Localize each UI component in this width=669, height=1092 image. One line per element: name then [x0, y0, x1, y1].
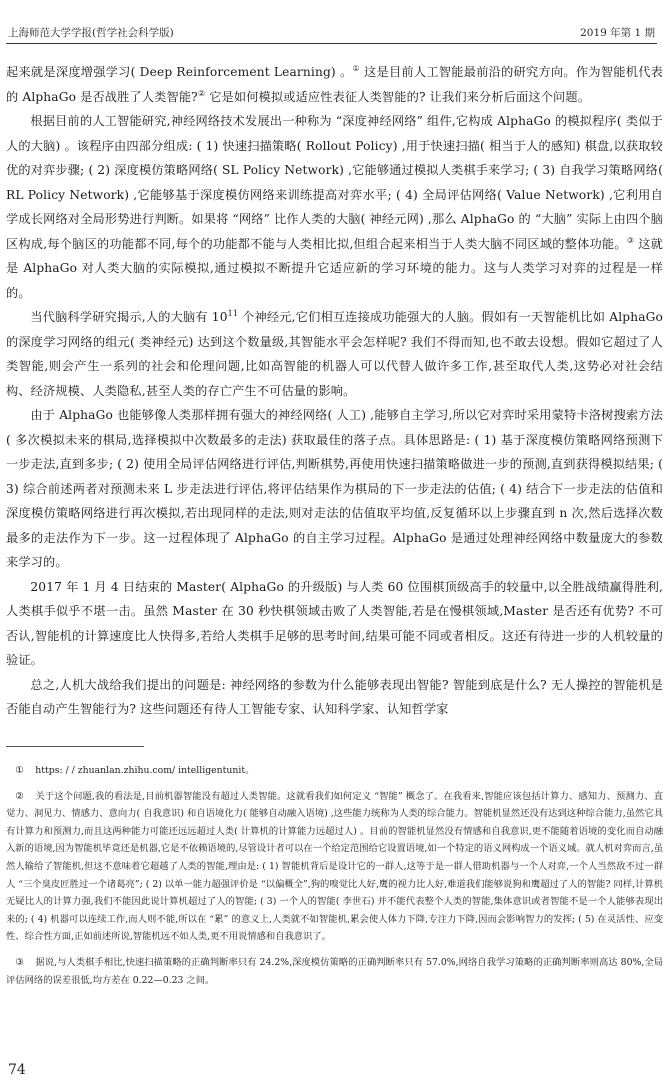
p3-text-a: 当代脑科学研究揭示,人的大脑有 10	[30, 310, 228, 324]
footnote-2-text: 关于这个问题,我的看法是,目前机器智能没有超过人类智能。这就看我们如何定义 “智能” 概念了。在我看来,智能应该包括计算力、感知力、预测力、直觉力、洞见力、情感力、意向力( 自我意识) 和自语境化力( 能够自动融入语境) ,这些能力统称为人类的综合能力。智能机显然还没有达到这种综合能力,虽然它具有计算力和预测力,而且这两种能力可能还远远超过人类( 计算机的计算能力远超过人) 。目前的智能机显然没有情感和自我意识,更不能随着语境的变化而自动融入新的语境,因为智能机毕竟还是机器,它是不依赖语境的,尽管设计者可以在一个给定范围给它设置语境,如一个特定的语义网构成一个语义域。就人机对弈而言,虽然人输给了智能机,但这不意味着它超越了人类的智能,理由是: ( 1) 智能机背后是设计它的一群人,这等于是一群人借助机器与一个人对弈,一个人当然敌不过一群人 “三个臭皮匠胜过一个诸葛亮”; ( 2) 以单一能力超强评价是 “以偏概全”,狗的嗅觉比人好,鹰的视力比人好,难道我们能够说狗和鹰超过了人的智能? 同样,计算机无疑比人的计算力强,我们不能因此说计算机超过了人的智能; ( 3) 一个人的智能( 李世石) 并不能代表整个人类的智能,集体意识或者智能不是一个人能够表现出来的; ( 4) 机器可以连续工作,而人则不能,所以在 “累” 的意义上,人类就不如智能机,累会使人体力下降,专注力下降,因而会影响智力的发挥; ( 5) 在灵活性、应变性、综合性方面,正如前述所说,智能机远不如人类,更不用说情感和自我意识了。	[6, 790, 663, 943]
footnote-ref-2[interactable]: ②	[197, 88, 206, 98]
footnote-3	[6, 954, 663, 989]
paragraph-3	[6, 305, 663, 403]
p3-text-b: 个神经元,它们相互连接成功能强大的人脑。假如有一天智能机比如 AlphaGo 的深度学习网络的组元( 类神经元) 达到这个数量级,其智能水平会怎样呢? 我们不得而知,也不敢去设想。假如它超过了人类智能,则会产生一系列的社会和伦理问题,比如高智能的机器人可以代替人做许多工作,甚至取代人类,这势必对社会结构、经济规模、人类隐私,甚至人类的存亡产生不可估量的影响。	[6, 310, 663, 398]
footnote-1-text: https: / / zhuanlan.zhihu.com/ intelligentunit。	[35, 765, 255, 776]
exponent: 11	[227, 308, 239, 318]
footnote-ref-3[interactable]: ③	[626, 235, 635, 245]
header-rule	[6, 43, 657, 44]
paragraph-5: 2017 年 1 月 4 日结束的 Master( AlphaGo 的升级版) 与人类 60 位围棋顶级高手的较量中,以全胜战绩赢得胜利,人类棋手似乎不堪一击。虽然 Master 在 30 秒快棋领域击败了人类智能,若是在慢棋领域,Master 是否还有优势? 不可否认,智能机的计算速度比人快得多,若给人类棋手足够的思考时间,结果可能不同或者相反。这还有待进一步的人机较量的验证。	[6, 579, 663, 667]
footnote-3-mark: ③	[15, 956, 24, 968]
footnote-2	[6, 788, 663, 946]
footnote-3-text: 据说,与人类棋手相比,快速扫描策略的正确判断率只有 24.2%,深度模仿策略的正确判断率只有 57.0%,网络自我学习策略的正确判断率则高达 80%,全局评估网络的误差很低,均方差在 0.22—0.23 之间。	[6, 956, 663, 986]
paragraph-4: 由于 AlphaGo 也能够像人类那样拥有强大的神经网络( 人工) ,能够自主学习,所以它对弈时采用蒙特卡洛树搜索方法( 多次模拟未来的棋局,选择模拟中次数最多的走法) 获取最佳的落子点。具体思路是: ( 1) 基于深度模仿策略网络预测下一步走法,直到多步; ( 2) 使用全局评估网络进行评估,判断棋势,再使用快速扫描策略做进一步的预测,直到获得模拟结果; ( 3) 综合前述两者对预测未来 L 步走法进行评估,将评估结果作为棋局的下一步走法的估值; ( 4) 结合下一步走法的估值和深度模仿策略网络进行再次模拟,若出现同样的走法,则对走法的估值取平均值,反复循环以上步骤直到 n 次,然后选择次数最多的走法作为下一步。这一过程体现了 AlphaGo 的自主学习过程。AlphaGo 是通过处理神经网络中数量庞大的参数来学习的。	[6, 408, 663, 569]
p1-text-a: 起来就是深度增强学习( Deep Reinforcement Learning) 。	[6, 65, 353, 79]
footnote-ref-1[interactable]: ①	[352, 63, 360, 73]
footnotes	[6, 762, 663, 989]
p2-text-b: 这就是 AlphaGo 对人类大脑的实际模拟,通过模拟不断提升它适应新的学习环境的能力。这与人类学习对弈的过程是一样的。	[6, 236, 663, 300]
issue-label: 2019 年第 1 期	[580, 27, 655, 39]
paragraph-2	[6, 109, 663, 305]
p1-text-b: 这是目前人工智能最前沿的研究方向。作为智能机代表的 AlphaGo 是否战胜了人类智能?	[6, 65, 664, 104]
footnote-separator	[6, 746, 144, 747]
footnote-1-mark: ①	[15, 765, 24, 776]
footnote-1	[6, 762, 663, 780]
p2-text-a: 根据目前的人工智能研究,神经网络技术发展出一种称为 “深度神经网络” 组件,它构成 AlphaGo 的模拟程序( 类似于人的大脑) 。该程序由四部分组成: ( 1) 快速扫描策略( Rollout Policy) ,用于快速扫描( 相当于人的感知) 棋盘,以获取较优的对弈步骤; ( 2) 深度模仿策略网络( SL Policy Network) ,它能够通过模拟人类棋手来学习; ( 3) 自我学习策略网络( RL Policy Network) ,它能够基于深度模仿网络来训练提高对弈水平; ( 4) 全局评估网络( Value Network) ,它利用自学成长网络对全局形势进行判断。如果将 “网络” 比作人类的大脑( 神经元网) ,那么 AlphaGo 的 “大脑” 实际上由四个脑区构成,每个脑区的功能都不同,每个的功能都不能与人类相比拟,但组合起来相当于人类大脑不同区域的整体功能。	[6, 114, 663, 251]
footnote-2-mark: ②	[15, 790, 24, 802]
body-text	[6, 60, 663, 722]
page-number: 74	[8, 1062, 26, 1078]
p1-text-c: 它是如何模拟或适应性表征人类智能的? 让我们来分析后面这个问题。	[205, 89, 591, 104]
journal-name: 上海师范大学学报(哲学社会科学版)	[8, 27, 174, 39]
paragraph-6: 总之,人机大战给我们提出的问题是: 神经网络的参数为什么能够表现出智能? 智能到底是什么? 无人操控的智能机是否能自动产生智能行为? 这些问题还有待人工智能专家、认知科学家、认知哲学家	[6, 677, 663, 716]
paragraph-1	[6, 60, 663, 109]
running-header	[8, 18, 655, 40]
